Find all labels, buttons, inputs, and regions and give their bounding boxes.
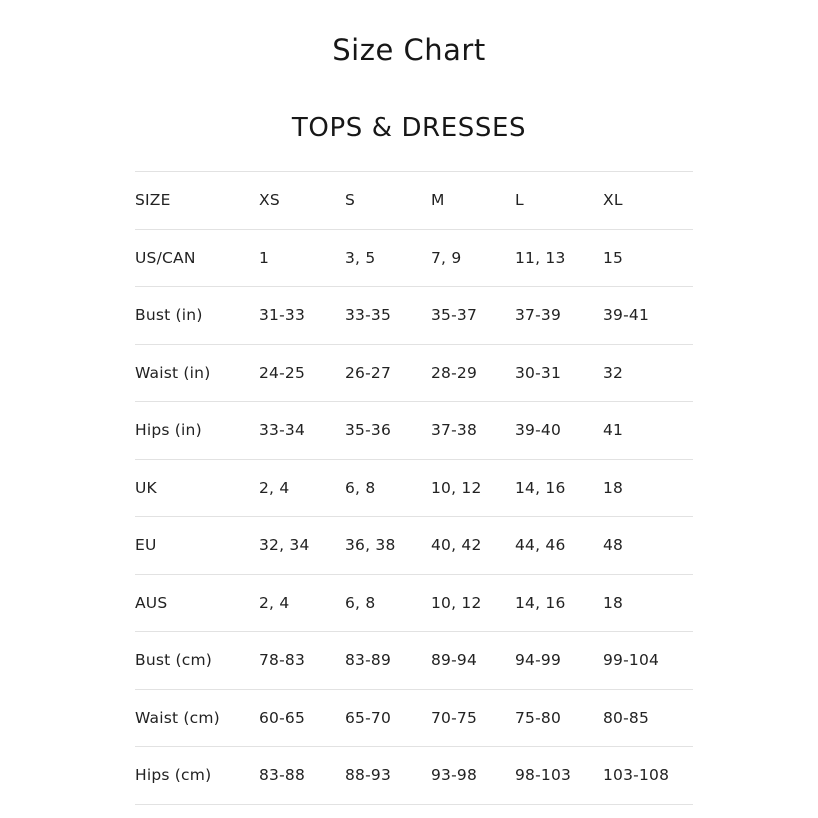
table-row: [135, 517, 693, 575]
table-row: [135, 229, 693, 287]
row-label: Hips (in): [135, 402, 259, 460]
row-label: UK: [135, 459, 259, 517]
cell-s: 26-27: [345, 344, 431, 402]
cell-l: 39-40: [515, 402, 603, 460]
table-header-row: [135, 172, 693, 230]
cell-l: 44, 46: [515, 517, 603, 575]
row-label: Waist (in): [135, 344, 259, 402]
cell-m: 28-29: [431, 344, 515, 402]
cell-xs: 31-33: [259, 287, 345, 345]
cell-s: 35-36: [345, 402, 431, 460]
cell-xs: 60-65: [259, 689, 345, 747]
cell-xs: 83-88: [259, 747, 345, 805]
section-title: TOPS & DRESSES: [291, 113, 527, 143]
cell-l: 98-103: [515, 747, 603, 805]
cell-m: 40, 42: [431, 517, 515, 575]
row-label: EU: [135, 517, 259, 575]
cell-xl: 18: [603, 574, 693, 632]
row-label: Bust (cm): [135, 632, 259, 690]
cell-m: 35-37: [431, 287, 515, 345]
cell-xl: 99-104: [603, 632, 693, 690]
page-title: Size Chart: [332, 33, 486, 67]
table-row: [135, 632, 693, 690]
size-chart-table: [135, 171, 693, 805]
cell-m: 89-94: [431, 632, 515, 690]
row-label: Waist (cm): [135, 689, 259, 747]
table-row: [135, 459, 693, 517]
cell-l: 75-80: [515, 689, 603, 747]
cell-xs: 2, 4: [259, 574, 345, 632]
cell-m: 10, 12: [431, 459, 515, 517]
cell-s: 6, 8: [345, 459, 431, 517]
cell-l: 11, 13: [515, 229, 603, 287]
size-chart-table-wrap: [135, 143, 683, 805]
cell-l: 14, 16: [515, 459, 603, 517]
cell-xs: 1: [259, 229, 345, 287]
row-label: Hips (cm): [135, 747, 259, 805]
column-header-l: L: [515, 172, 603, 230]
column-header-xs: XS: [259, 172, 345, 230]
table-row: [135, 689, 693, 747]
cell-l: 30-31: [515, 344, 603, 402]
cell-m: 7, 9: [431, 229, 515, 287]
cell-xs: 2, 4: [259, 459, 345, 517]
cell-s: 33-35: [345, 287, 431, 345]
cell-s: 88-93: [345, 747, 431, 805]
table-row: [135, 747, 693, 805]
column-header-xl: XL: [603, 172, 693, 230]
cell-xl: 15: [603, 229, 693, 287]
column-header-m: M: [431, 172, 515, 230]
cell-l: 37-39: [515, 287, 603, 345]
cell-s: 6, 8: [345, 574, 431, 632]
cell-xs: 78-83: [259, 632, 345, 690]
row-label: AUS: [135, 574, 259, 632]
cell-s: 83-89: [345, 632, 431, 690]
cell-xl: 39-41: [603, 287, 693, 345]
cell-xs: 24-25: [259, 344, 345, 402]
cell-l: 14, 16: [515, 574, 603, 632]
cell-m: 10, 12: [431, 574, 515, 632]
table-row: [135, 402, 693, 460]
cell-s: 65-70: [345, 689, 431, 747]
table-row: [135, 574, 693, 632]
cell-s: 36, 38: [345, 517, 431, 575]
cell-m: 93-98: [431, 747, 515, 805]
table-row: [135, 344, 693, 402]
cell-xl: 103-108: [603, 747, 693, 805]
cell-xl: 80-85: [603, 689, 693, 747]
table-row: [135, 287, 693, 345]
column-header-size: SIZE: [135, 172, 259, 230]
cell-m: 37-38: [431, 402, 515, 460]
row-label: US/CAN: [135, 229, 259, 287]
cell-xs: 33-34: [259, 402, 345, 460]
cell-xl: 48: [603, 517, 693, 575]
cell-xs: 32, 34: [259, 517, 345, 575]
cell-m: 70-75: [431, 689, 515, 747]
cell-l: 94-99: [515, 632, 603, 690]
row-label: Bust (in): [135, 287, 259, 345]
cell-xl: 32: [603, 344, 693, 402]
cell-xl: 18: [603, 459, 693, 517]
cell-s: 3, 5: [345, 229, 431, 287]
cell-xl: 41: [603, 402, 693, 460]
column-header-s: S: [345, 172, 431, 230]
